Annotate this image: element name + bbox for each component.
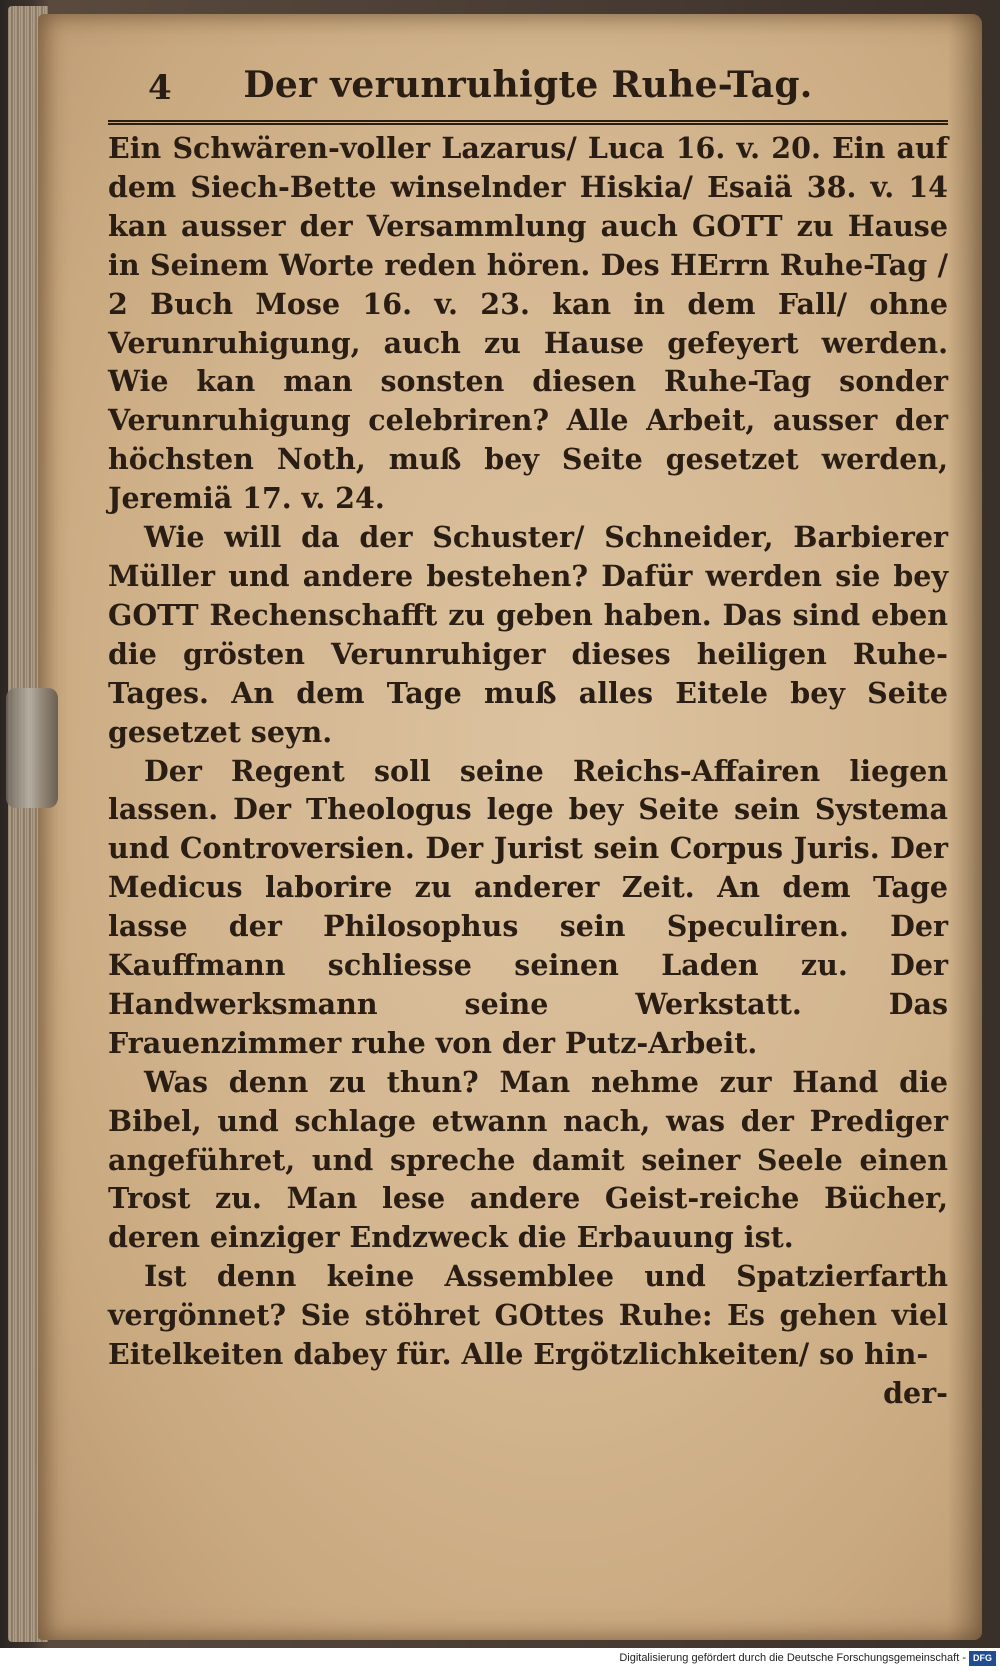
page-shadow (948, 14, 982, 1640)
paragraph-1: Ein Schwären-voller Lazarus/ Luca 16. v. 20. Ein auf dem Siech-Bette winselnder Hiskia/ Esaiä 38. v. 14 kan ausser der Versammlung auch GOTT zu Hause in Seinem Worte reden hören. Des HErrn Ruhe-Tag / 2 Buch Mose 16. v. 23. kan in dem Fall/ ohne Verunruhigung, auch zu Hause gefeyert werden. Wie kan man sonsten diesen Ruhe-Tag sonder Verunruhigung celebriren? Alle Arbeit, ausser der höchsten Noth, muß bey Seite gesetzet werden, Jeremiä 17. v. 24. (108, 131, 948, 516)
paragraph-3: Der Regent soll seine Reichs-Affairen liegen lassen. Der Theologus lege bey Seite sein Systema und Controversien. Der Jurist sein Corpus Juris. Der Medicus laborire zu anderer Zeit. An dem Tage lasse der Philosophus sein Speculiren. Der Kauffmann schliesse seinen Laden zu. Der Handwerksmann seine Werkstatt. Das Frauenzimmer ruhe von der Putz-Arbeit. (108, 753, 948, 1060)
catchword: der- (883, 1376, 948, 1410)
digitization-credit: Digitalisierung gefördert durch die Deutsche Forschungsgemeinschaft - (619, 1652, 966, 1664)
text-block (108, 64, 948, 1413)
paragraph-2: Wie will da der Schuster/ Schneider, Barbierer Müller und andere bestehen? Dafür werden sie bey GOTT Rechenschafft zu geben haben. Das sind eben die grösten Verunruhiger dieses heiligen Ruhe-Tages. An dem Tage muß alles Eitele bey Seite gesetzet seyn. (108, 520, 948, 749)
book-page (38, 14, 982, 1640)
dfg-logo-icon: DFG (969, 1651, 996, 1666)
paragraph-4: Was denn zu thun? Man nehme zur Hand die Bibel, und schlage etwann nach, was der Prediger angeführet, und spreche damit seiner Seele einen Trost zu. Man lese andere Geist-reiche Bücher, deren einziger Endzweck die Erbauung ist. (108, 1064, 948, 1255)
page-number: 4 (148, 68, 172, 108)
running-head: Der verunruhigte Ruhe-Tag. (243, 64, 813, 106)
digitization-credit-bar (0, 1648, 1000, 1671)
book-clasp (6, 688, 58, 808)
page-header (108, 64, 948, 125)
paragraph-5: Ist denn keine Assemblee und Spatzierfarth vergönnet? Sie stöhret GOttes Ruhe: Es gehen viel Eitelkeiten dabey für. Alle Ergötzlichkeiten/ so hin- (108, 1259, 948, 1372)
body-text (108, 129, 948, 1374)
